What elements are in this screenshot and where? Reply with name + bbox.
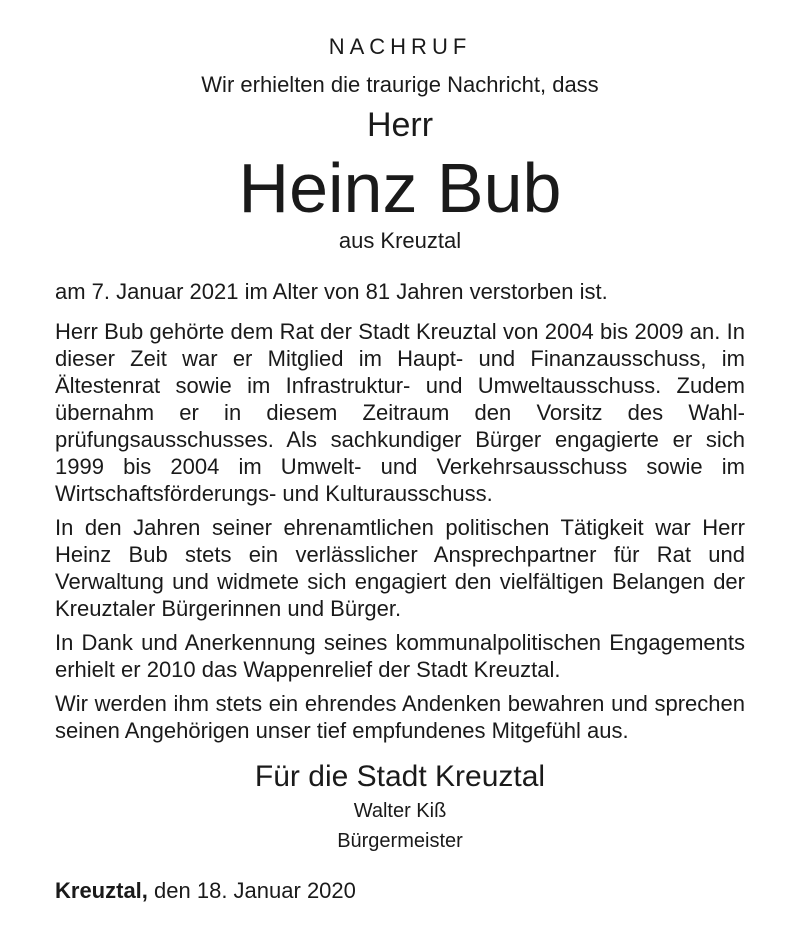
signer-name: Walter Kiß — [353, 800, 447, 822]
signer-title: Bürgermeister — [337, 830, 463, 852]
deceased-name: Heinz Bub — [238, 149, 562, 227]
place-date-line — [55, 878, 356, 904]
intro-line: Wir erhielten die traurige Nachricht, dass — [201, 72, 599, 97]
body-paragraph: am 7. Januar 2021 im Alter von 81 Jahren verstorben ist. — [55, 279, 608, 304]
notice-heading: NACHRUF — [328, 34, 472, 59]
body-paragraph: Herr Bub gehörte dem Rat der Stadt Kreuztal von 2004 bis 2009 an. In dieser Zeit war er Mitglied im Haupt- und Finanzausschuss, im Ältestenrat sowie im Infrastruktur- und Umweltausschuss. Zudem übernahm er in diesem Zeitraum den Vorsitz des Wahlprüfungsausschusses. Als sachkundiger Bürger engagierte er sich 1999 bis 2004 im Umwelt- und Verkehrsausschuss sowie im Wirtschaftsförderungs- und Kulturausschuss. — [55, 319, 745, 506]
notice-body — [55, 278, 745, 751]
salutation: Herr — [366, 106, 434, 144]
body-paragraph: In den Jahren seiner ehrenamtlichen politischen Tätigkeit war Herr Heinz Bub stets ein verlässlicher Ansprechpartner für Rat und Verwaltung und widmete sich engagiert den vielfältigen Belangen der Kreuztaler Bürgerinnen und Bürger. — [55, 515, 745, 621]
date: den 18. Januar 2020 — [154, 878, 356, 903]
body-paragraph: In Dank und Anerkennung seines kommunalpolitischen Engagements erhielt er 2010 das Wappenrelief der Stadt Kreuztal. — [55, 630, 745, 682]
body-paragraph: Wir werden ihm stets ein ehrendes Andenken bewahren und sprechen seinen Angehörigen unser tief empfundenes Mitgefühl aus. — [55, 691, 745, 743]
origin-line: aus Kreuztal — [338, 228, 462, 253]
signoff: Für die Stadt Kreuztal — [254, 760, 546, 793]
place: Kreuztal, — [55, 878, 148, 903]
